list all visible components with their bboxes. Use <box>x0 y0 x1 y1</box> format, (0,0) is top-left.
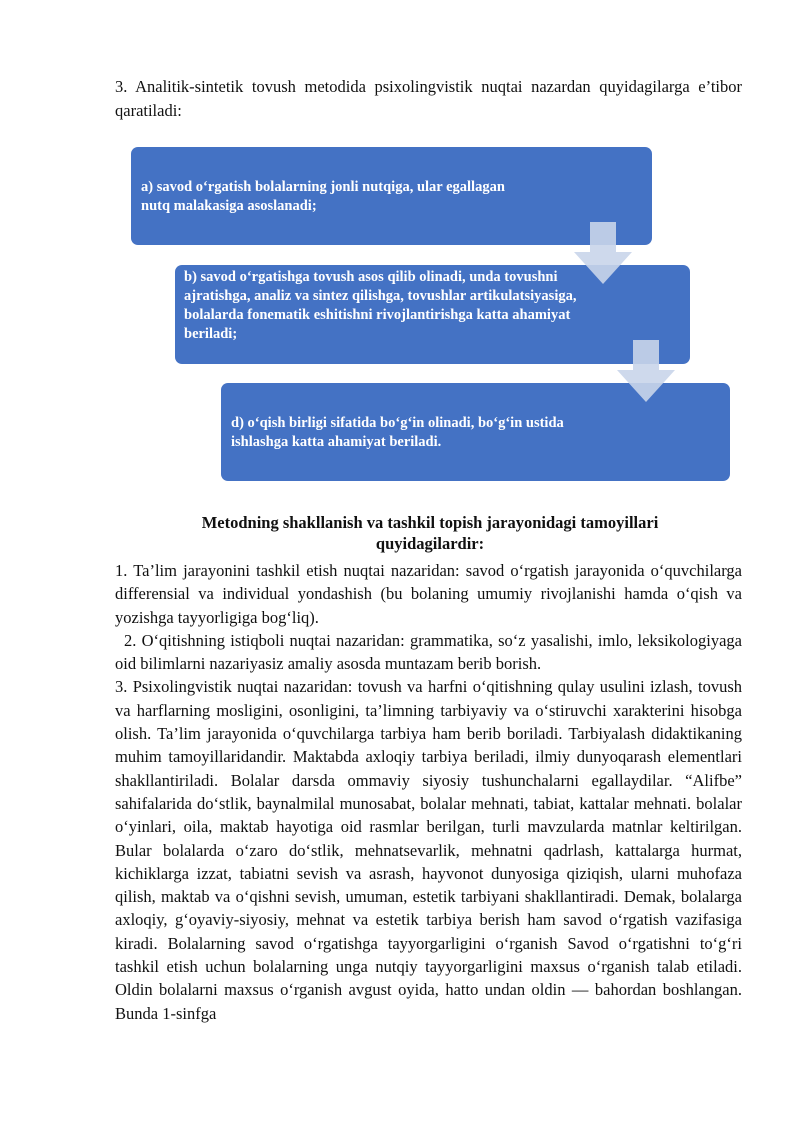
diagram-box-d-text: d) o‘qish birligi sifatida bo‘g‘in olinadi, bo‘g‘in ustida ishlashga katta ahamiyat beriladi. <box>231 415 564 450</box>
paragraph-1: 1. Ta’lim jarayonini tashkil etish nuqtai nazaridan: savod o‘rgatish jarayonida o‘quvchilarga differensial va individual yondashish (bu bolaning umumiy rivojlanishi hamda o‘qish va yozishga tayyorligiga bog‘liq). <box>115 561 742 627</box>
diagram-box-b-text: b) savod o‘rgatishga tovush asos qilib olinadi, unda tovushni ajratishga, analiz va sintez qilishga, tovushlar artikulatsiyasiga, bolalarda fonematik eshitishni rivojlantirishga katta ahamiyat beriladi; <box>184 269 577 342</box>
process-diagram <box>0 0 800 500</box>
intro-paragraph: 3. Analitik-sintetik tovush metodida psixolingvistik nuqtai nazardan quyidagilarga e’tibor qaratiladi: <box>115 77 742 120</box>
section-heading: Metodning shakllanish va tashkil topish jarayonidagi tamoyillari quyidagilardir: <box>201 513 659 553</box>
down-arrow-icon <box>617 340 675 402</box>
paragraph-2: 2. O‘qitishning istiqboli nuqtai nazaridan: grammatika, so‘z yasalishi, imlo, leksikologiyaga oid bilimlarni nazariyasiz amaliy asosda muntazam berib borish. <box>115 630 742 674</box>
paragraph-3: 3. Psixolingvistik nuqtai nazaridan: tovush va harfni o‘qitishning qulay usulini izlash, tovush va harflarning mosligini, osonligini, ta’limning tarbiyaviy va o‘stiruvchi xarakterini hisobga olish. Ta’lim jarayonida o‘quvchilarga tarbiya ham berib boriladi. Tarbiyalash didaktikaning muhim tamoyillaridandir. Maktabda axloqiy tarbiya beriladi, ilmiy dunyoqarash elementlari shakllantiriladi. Bolalar darsda ommaviy siyosiy tushunchalarni egallaydilar. “Alifbe” sahifalarida do‘stlik, baynalmilal munosabat, bolalar mehnati, tabiat, kattalar mehnati. bolalar o‘yinlari, oila, maktab hayotiga oid rasmlar berilgan, turli mavzularda matnlar keltirilgan. Bular bolalarda o‘zaro do‘stlik, mehnatsevarlik, mehnatni qadrlash, kattalarga hurmat, kichiklarga izzat, tabiatni sevish va asrash, hayvonot dunyosiga qiziqish, ularni muhofaza qilish, maktab va o‘qishni sevish, umuman, estetik tarbiyani shakllantiradi. Demak, bolalarga axloqiy, g‘oyaviy-siyosiy, mehnat va estetik tarbiya berish ham savod o‘rgatish vazifasiga kiradi. Bolalarning savod o‘rgatishga tayyorgarligini o‘rganish Savod o‘rgatishni to‘g‘ri tashkil etish uchun bolalarning unga nutqiy tayyorgarligini maxsus o‘rganish talab etiladi. Oldin bolalarni maxsus o‘rganish avgust oyida, hatto undan oldin — bahordan boshlangan. Bunda 1-sinfga <box>115 677 742 1023</box>
diagram-box-a-text: a) savod o‘rgatish bolalarning jonli nutqiga, ular egallagan nutq malakasiga asoslanadi; <box>141 179 505 214</box>
down-arrow-icon <box>574 222 632 284</box>
body-text <box>115 559 742 1025</box>
